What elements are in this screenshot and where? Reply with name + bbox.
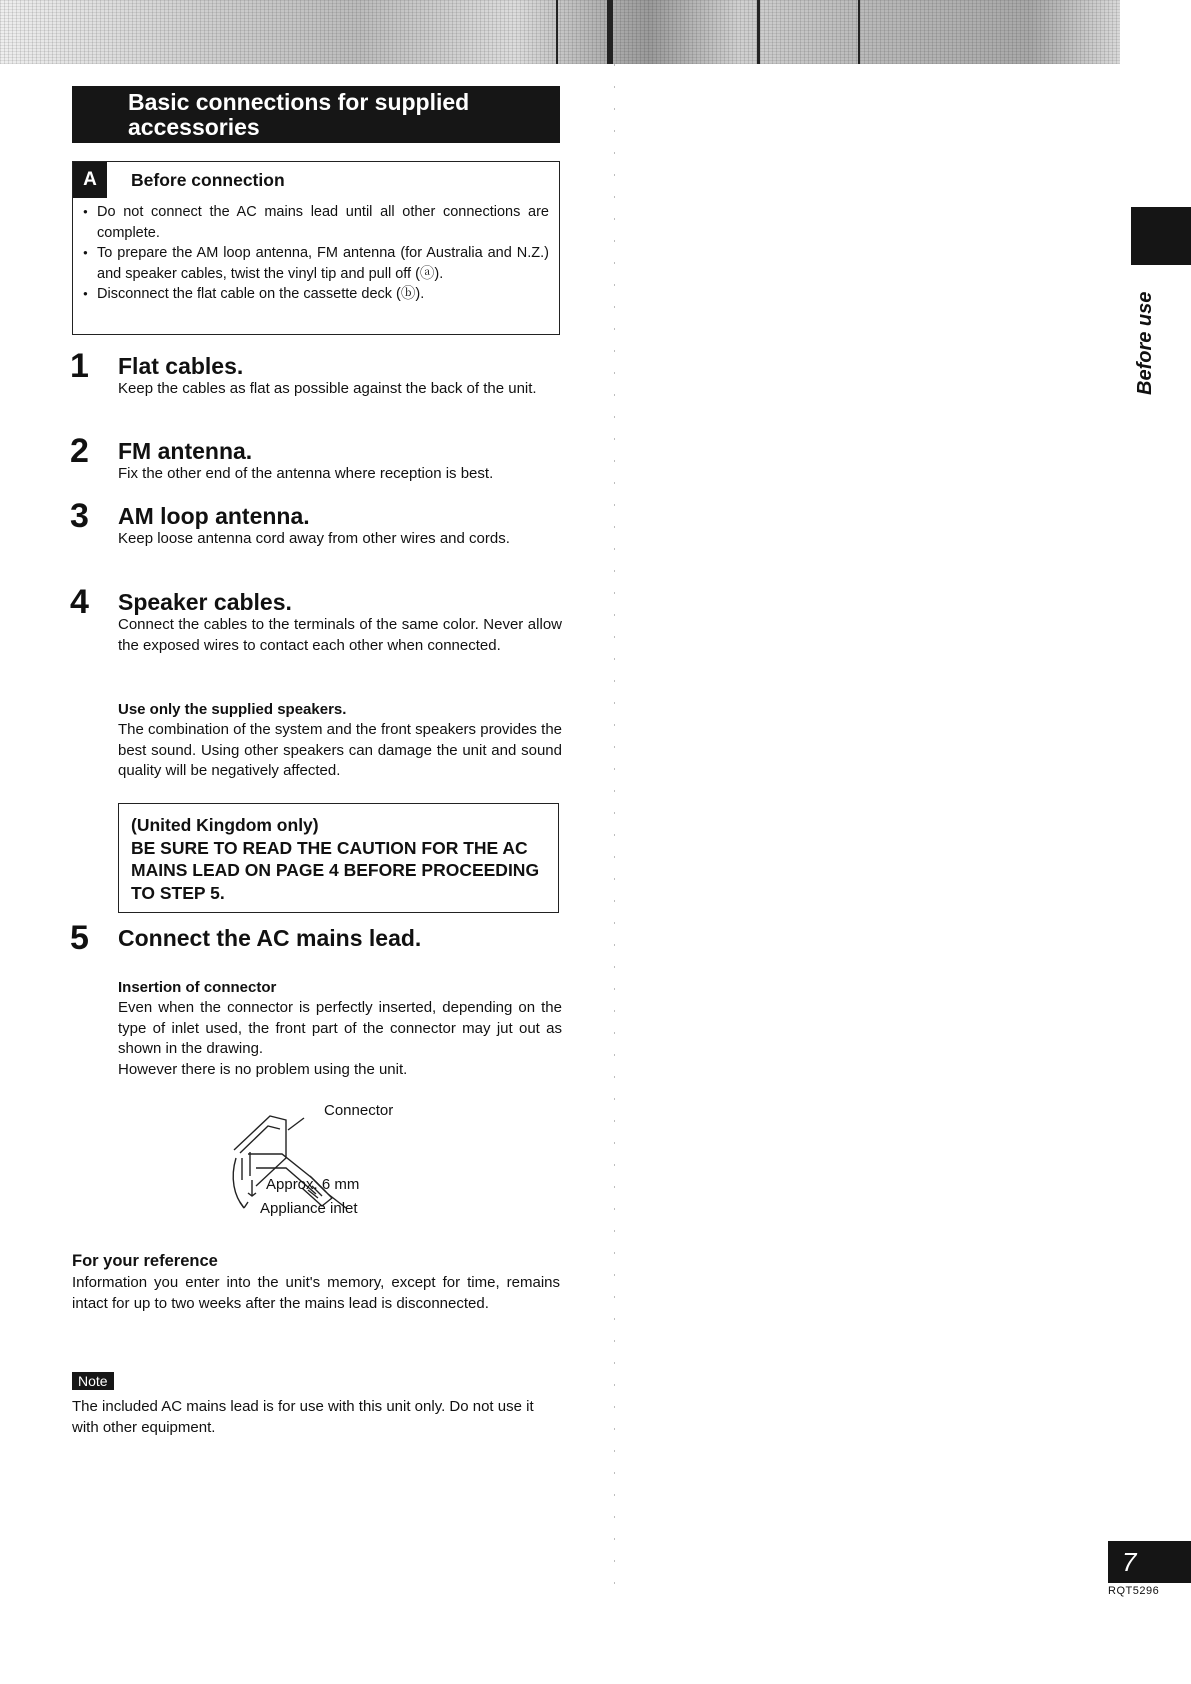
step-body: Keep loose antenna cord away from other wires and cords. (118, 530, 510, 547)
box-bullet-list (83, 202, 549, 305)
insertion-heading: Insertion of connector (118, 979, 277, 996)
uk-caution-region: (United Kingdom only) (131, 815, 319, 835)
step-body: Keep the cables as flat as possible against the back of the unit. (118, 380, 537, 397)
step-number: 3 (70, 497, 89, 535)
column-divider (614, 64, 615, 1604)
step-title: Flat cables. (118, 353, 244, 379)
approx-label: Approx. 6 mm (266, 1176, 360, 1193)
section-title-line1: Basic connections for supplied (128, 89, 470, 115)
note-badge: Note (72, 1372, 114, 1390)
step-title: Connect the AC mains lead. (118, 925, 422, 951)
step-body: Fix the other end of the antenna where reception is best. (118, 465, 494, 482)
inlet-label: Appliance inlet (260, 1200, 358, 1217)
step-number: 1 (70, 347, 89, 385)
uk-caution-text: BE SURE TO READ THE CAUTION FOR THE AC MAINS LEAD ON PAGE 4 BEFORE PROCEEDING TO STEP 5. (131, 837, 540, 903)
step-title: FM antenna. (118, 438, 253, 464)
note-body: The included AC mains lead is for use with this unit only. Do not use it with other equipment. (72, 1398, 534, 1436)
band-bar (556, 0, 558, 64)
bullet-item: ● Disconnect the flat cable on the cassette deck (ⓑ). (83, 284, 549, 305)
reference-body: Information you enter into the unit's memory, except for time, remains intact for up to two weeks after the mains lead is disconnected. (72, 1274, 560, 1312)
reference-heading: For your reference (72, 1252, 218, 1270)
uk-caution-box (118, 803, 559, 913)
before-connection-box (72, 161, 560, 335)
step-number: 5 (70, 919, 89, 957)
band-bar (757, 0, 760, 64)
top-decorative-band (0, 0, 1120, 64)
step-number: 2 (70, 432, 89, 470)
section-title (72, 86, 560, 143)
step-body: Connect the cables to the terminals of the same color. Never allow the exposed wires to contact each other when connected. (118, 616, 562, 654)
connector-figure (230, 1098, 430, 1233)
page-number: 7 (1108, 1541, 1191, 1583)
section-side-label: Before use (1134, 291, 1156, 395)
band-bar (858, 0, 860, 64)
band-bar (607, 0, 613, 64)
step-number: 4 (70, 583, 89, 621)
bullet-item: ● To prepare the AM loop antenna, FM antenna (for Australia and N.Z.) and speaker cables, twist the vinyl tip and pull off (ⓐ). (83, 243, 549, 284)
insertion-body-2: However there is no problem using the unit. (118, 1061, 408, 1078)
box-heading: Before connection (131, 170, 285, 190)
step-title: Speaker cables. (118, 589, 292, 615)
speakers-body: The combination of the system and the front speakers provides the best sound. Using other speakers can damage the unit and sound quality will be negatively affected. (118, 721, 562, 779)
step-title: AM loop antenna. (118, 503, 310, 529)
connector-label: Connector (324, 1102, 394, 1119)
box-badge: A (73, 162, 107, 198)
insertion-body: Even when the connector is perfectly inserted, depending on the type of inlet used, the front part of the connector may jut out as shown in the drawing. (118, 999, 562, 1057)
bullet-item: ● Do not connect the AC mains lead until all other connections are complete. (83, 202, 549, 243)
document-code: RQT5296 (1108, 1585, 1160, 1597)
section-title-line2: accessories (128, 114, 260, 140)
speakers-heading: Use only the supplied speakers. (118, 701, 347, 718)
